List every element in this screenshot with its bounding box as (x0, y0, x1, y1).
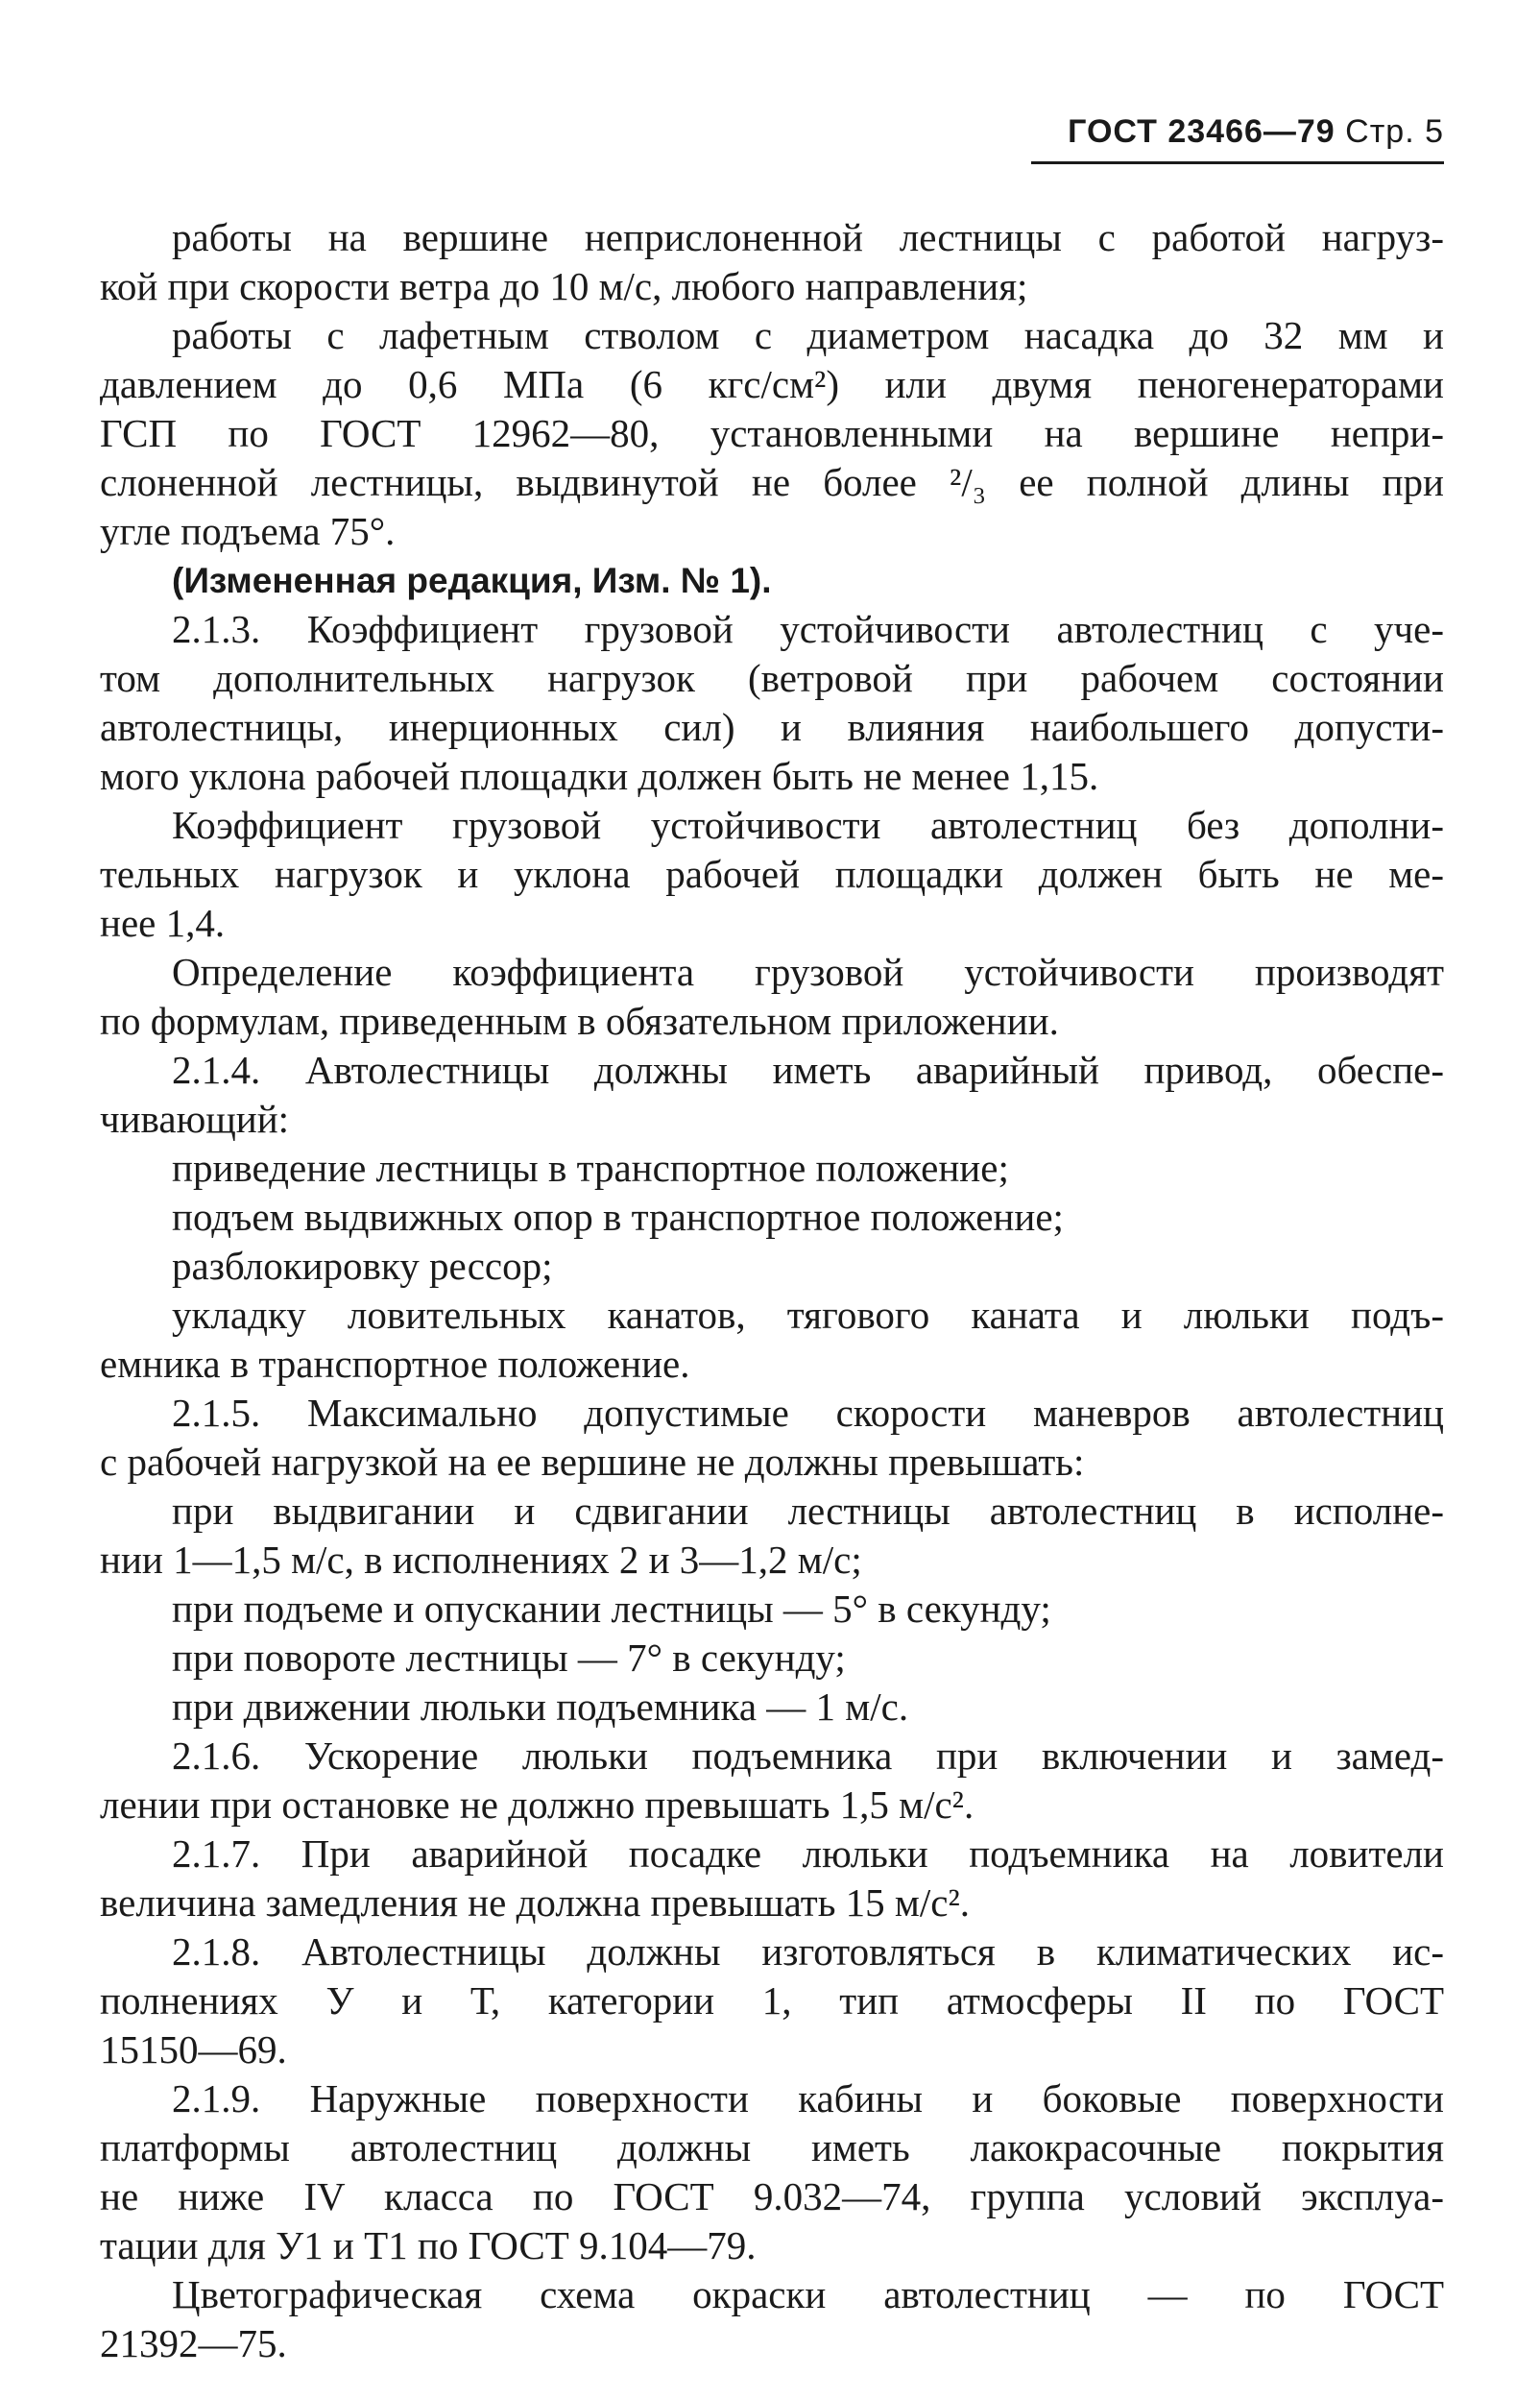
text-line: 2.1.6. Ускорение люльки подъемника при включении и замед- (172, 1733, 1444, 1778)
text-line: 2.1.5. Максимально допустимые скорости маневров автолестниц (172, 1391, 1444, 1435)
text-line: Коэффициент грузовой устойчивости автолестниц без дополни- (172, 803, 1444, 847)
text-line: тации для У1 и Т1 по ГОСТ 9.104—79. (100, 2223, 757, 2267)
text-line: полнениях У и Т, категории 1, тип атмосферы II по ГОСТ (100, 1978, 1444, 2023)
text-line: ГСП по ГОСТ 12962—80, установленными на вершине непри- (100, 411, 1444, 455)
text-line: Цветографическая схема окраски автолестниц — по ГОСТ (172, 2272, 1444, 2316)
text-line: (Измененная редакция, Изм. № 1). (172, 561, 772, 600)
text-line: Определение коэффициента грузовой устойчивости производят (172, 950, 1444, 994)
text-line: 2.1.7. При аварийной посадке люльки подъемника на ловители (172, 1831, 1444, 1876)
document-body (100, 213, 1444, 2368)
text-line: разблокировку рессор; (172, 1244, 553, 1288)
text-line: 21392—75. (100, 2321, 287, 2365)
text-line: работы с лафетным стволом с диаметром насадка до 32 мм и (172, 313, 1444, 357)
text-line: 2.1.3. Коэффициент грузовой устойчивости автолестниц с уче- (172, 607, 1444, 651)
text-line: при повороте лестницы — 7° в секунду; (172, 1636, 846, 1680)
text-line: 15150—69. (100, 2027, 287, 2072)
text-line: 2.1.8. Автолестницы должны изготовляться в климатических ис- (172, 1929, 1444, 1974)
standard-number: ГОСТ 23466—79 (1068, 113, 1335, 150)
text-line: угле подъема 75°. (100, 509, 396, 553)
text-line: приведение лестницы в транспортное положение; (172, 1146, 1009, 1190)
text-line: не ниже IV класса по ГОСТ 9.032—74, группа условий эксплуа- (100, 2174, 1444, 2218)
text-line: 2.1.4. Автолестницы должны иметь аварийный привод, обеспе- (172, 1048, 1444, 1092)
text-line: слоненной лестницы, выдвинутой не более ²/₃ ее полной длины при (100, 460, 1444, 504)
text-line: работы на вершине неприслоненной лестницы с работой нагруз- (172, 215, 1444, 259)
header-rule (1031, 161, 1444, 164)
text-line: мого уклона рабочей площадки должен быть не менее 1,15. (100, 754, 1099, 798)
text-line: емника в транспортное положение. (100, 1342, 690, 1386)
text-line: том дополнительных нагрузок (ветровой при рабочем состоянии (100, 656, 1444, 700)
text-line: при движении люльки подъемника — 1 м/с. (172, 1684, 909, 1729)
text-line: при подъеме и опускании лестницы — 5° в секунду; (172, 1587, 1051, 1631)
text-line: автолестницы, инерционных сил) и влияния наибольшего допусти- (100, 705, 1444, 749)
text-line: укладку ловительных канатов, тягового каната и люльки подъ- (172, 1293, 1444, 1337)
text-line: кой при скорости ветра до 10 м/с, любого направления; (100, 264, 1028, 308)
text-line: по формулам, приведенным в обязательном приложении. (100, 999, 1059, 1043)
text-line: величина замедления не должна превышать 15 м/с². (100, 1880, 971, 1925)
text-line: при выдвигании и сдвигании лестницы автолестниц в исполне- (172, 1489, 1444, 1533)
text-line: тельных нагрузок и уклона рабочей площадки должен быть не ме- (100, 852, 1444, 896)
text-line: нии 1—1,5 м/с, в исполнениях 2 и 3—1,2 м/с; (100, 1538, 862, 1582)
text-line: нее 1,4. (100, 901, 226, 945)
text-line: давлением до 0,6 МПа (6 кгс/см²) или двумя пеногенераторами (100, 362, 1444, 406)
text-line: подъем выдвижных опор в транспортное положение; (172, 1195, 1064, 1239)
text-line: чивающий: (100, 1097, 290, 1141)
page-number: Стр. 5 (1345, 113, 1444, 150)
text-line: 2.1.9. Наружные поверхности кабины и боковые поверхности (172, 2076, 1444, 2120)
text-line: платформы автолестниц должны иметь лакокрасочные покрытия (100, 2125, 1444, 2169)
text-line: лении при остановке не должно превышать 1,5 м/с². (100, 1782, 975, 1827)
text-line: с рабочей нагрузкой на ее вершине не должны превышать: (100, 1440, 1085, 1484)
page-header (1068, 113, 1444, 151)
